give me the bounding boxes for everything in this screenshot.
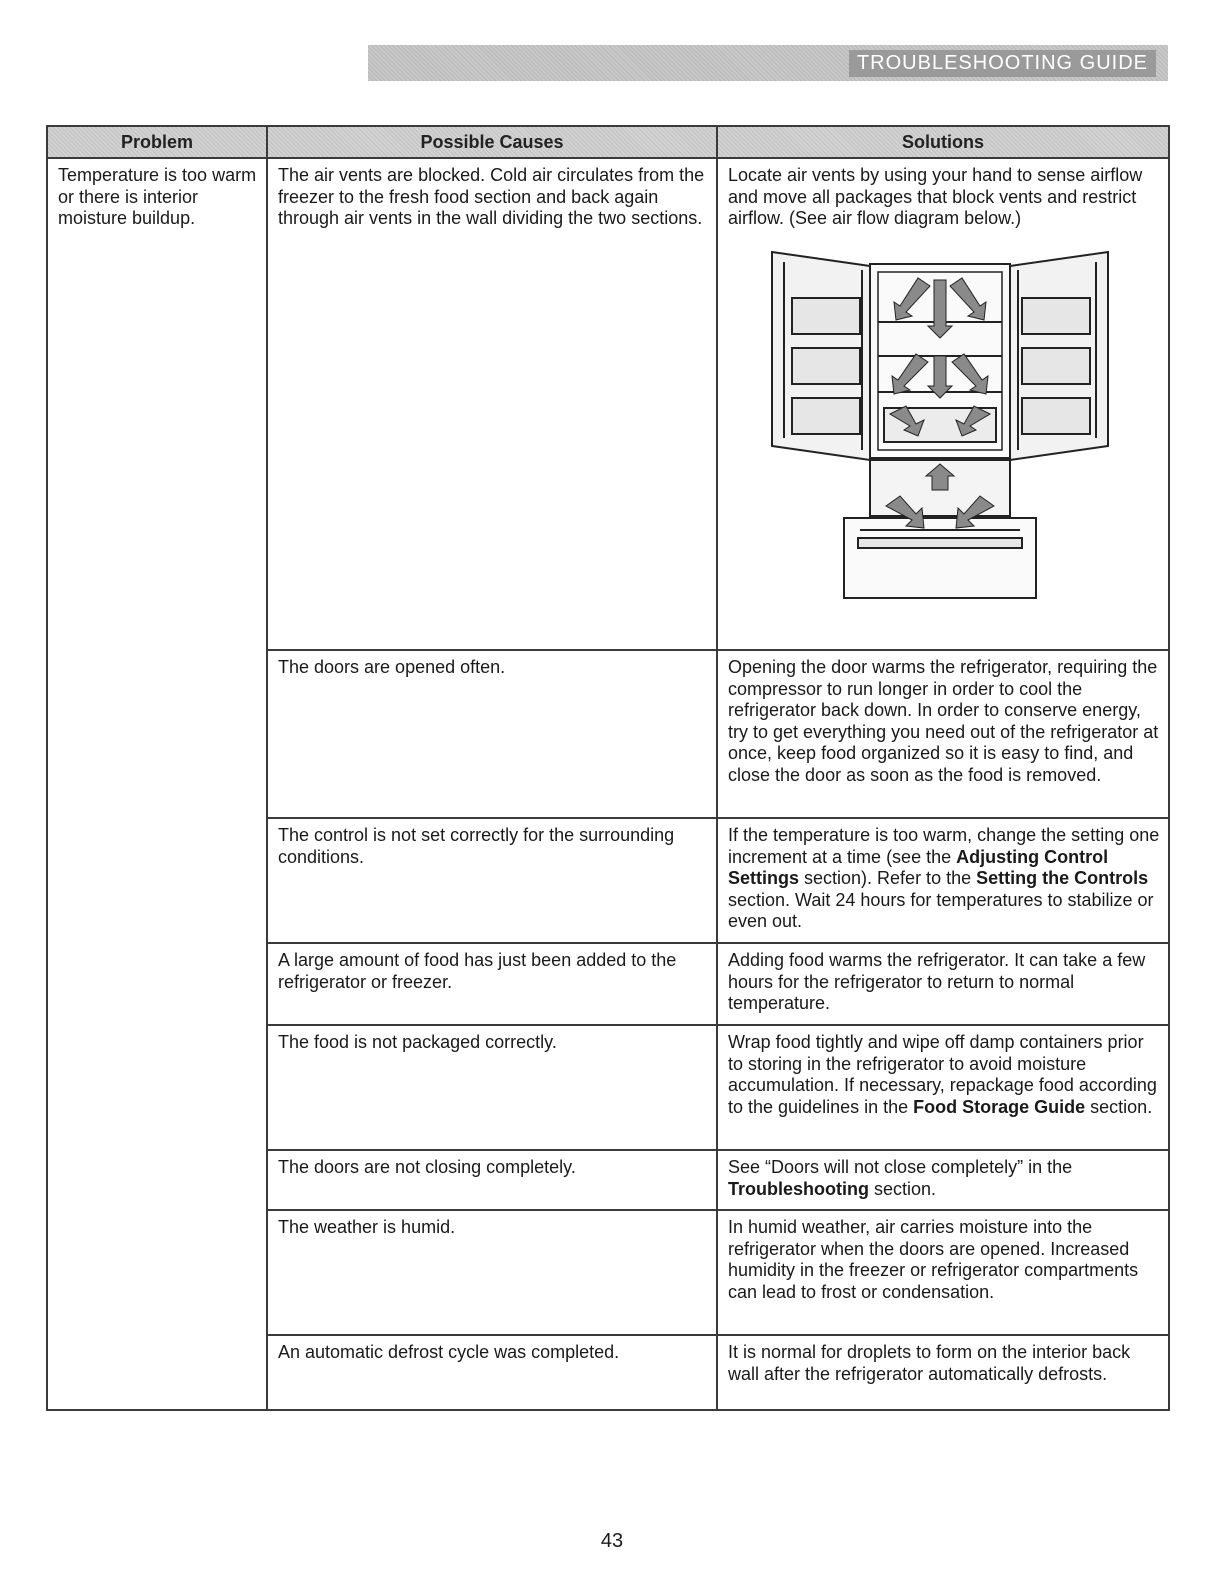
link-adjusting-control-settings: Adjusting Control Settings [728,846,1109,889]
header-problem: Problem [47,126,267,158]
solution-text: If the temperature is too warm, change the setting one increment at a time (see the [728,825,1160,867]
solution-cell: Opening the door warms the refrigerator, requiring the compressor to run longer in order to cool the refrigerator back down. In order to conserve energy, try to get everything you need out of the refrigerator at once, keep food organized so it is easy to find, and close the door as soon as the food is removed. [717,650,1169,818]
cause-cell: An automatic defrost cycle was completed. [267,1335,717,1410]
solution-text: section. [1085,1096,1153,1117]
table-row [47,158,1169,650]
solution-text: section. [869,1178,937,1199]
solution-cell [717,1150,1169,1210]
solution-text: Locate air vents by using your hand to sense airflow and move all packages that block vents and restrict airflow. (See air flow diagram below.) [728,165,1143,229]
solution-text: section. Wait 24 hours for temperatures to stabilize or even out. [728,889,1154,932]
troubleshooting-table [46,125,1170,1411]
table-header-row [47,126,1169,158]
link-troubleshooting: Troubleshooting [728,1178,869,1199]
air-flow-diagram [766,238,1118,612]
section-banner [368,45,1168,81]
cause-cell: The doors are not closing completely. [267,1150,717,1210]
cause-cell: The air vents are blocked. Cold air circulates from the freezer to the fresh food section and back again through air vents in the wall dividing the two sections. [267,158,717,650]
solution-text: Wrap food tightly and wipe off damp containers prior to storing in the refrigerator to avoid moisture accumulation. If necessary, repackage food according to the guidelines in the [728,1032,1157,1117]
header-possible-causes: Possible Causes [267,126,717,158]
cause-cell: The doors are opened often. [267,650,717,818]
solution-cell: Adding food warms the refrigerator. It can take a few hours for the refrigerator to return to normal temperature. [717,943,1169,1025]
solution-cell: It is normal for droplets to form on the interior back wall after the refrigerator automatically defrosts. [717,1335,1169,1410]
page-number: 43 [600,1530,624,1552]
solution-cell [717,1025,1169,1150]
link-food-storage-guide: Food Storage Guide [913,1096,1086,1117]
solution-cell: In humid weather, air carries moisture into the refrigerator when the doors are opened. Increased humidity in the freezer or refrigerator compartments can lead to frost or condensation. [717,1210,1169,1335]
solution-text: See “Doors will not close completely” in the [728,1157,1073,1177]
cause-cell: The food is not packaged correctly. [267,1025,717,1150]
solution-cell [717,818,1169,943]
link-setting-the-controls: Setting the Controls [976,868,1149,889]
cause-cell: The weather is humid. [267,1210,717,1335]
section-title: TROUBLESHOOTING GUIDE [849,50,1156,77]
problem-cell: Temperature is too warm or there is interior moisture buildup. [47,158,267,1410]
header-solutions: Solutions [717,126,1169,158]
solution-text: section). Refer to the [799,868,977,889]
cause-cell: The control is not set correctly for the surrounding conditions. [267,818,717,943]
cause-cell: A large amount of food has just been added to the refrigerator or freezer. [267,943,717,1025]
solution-cell [717,158,1169,650]
